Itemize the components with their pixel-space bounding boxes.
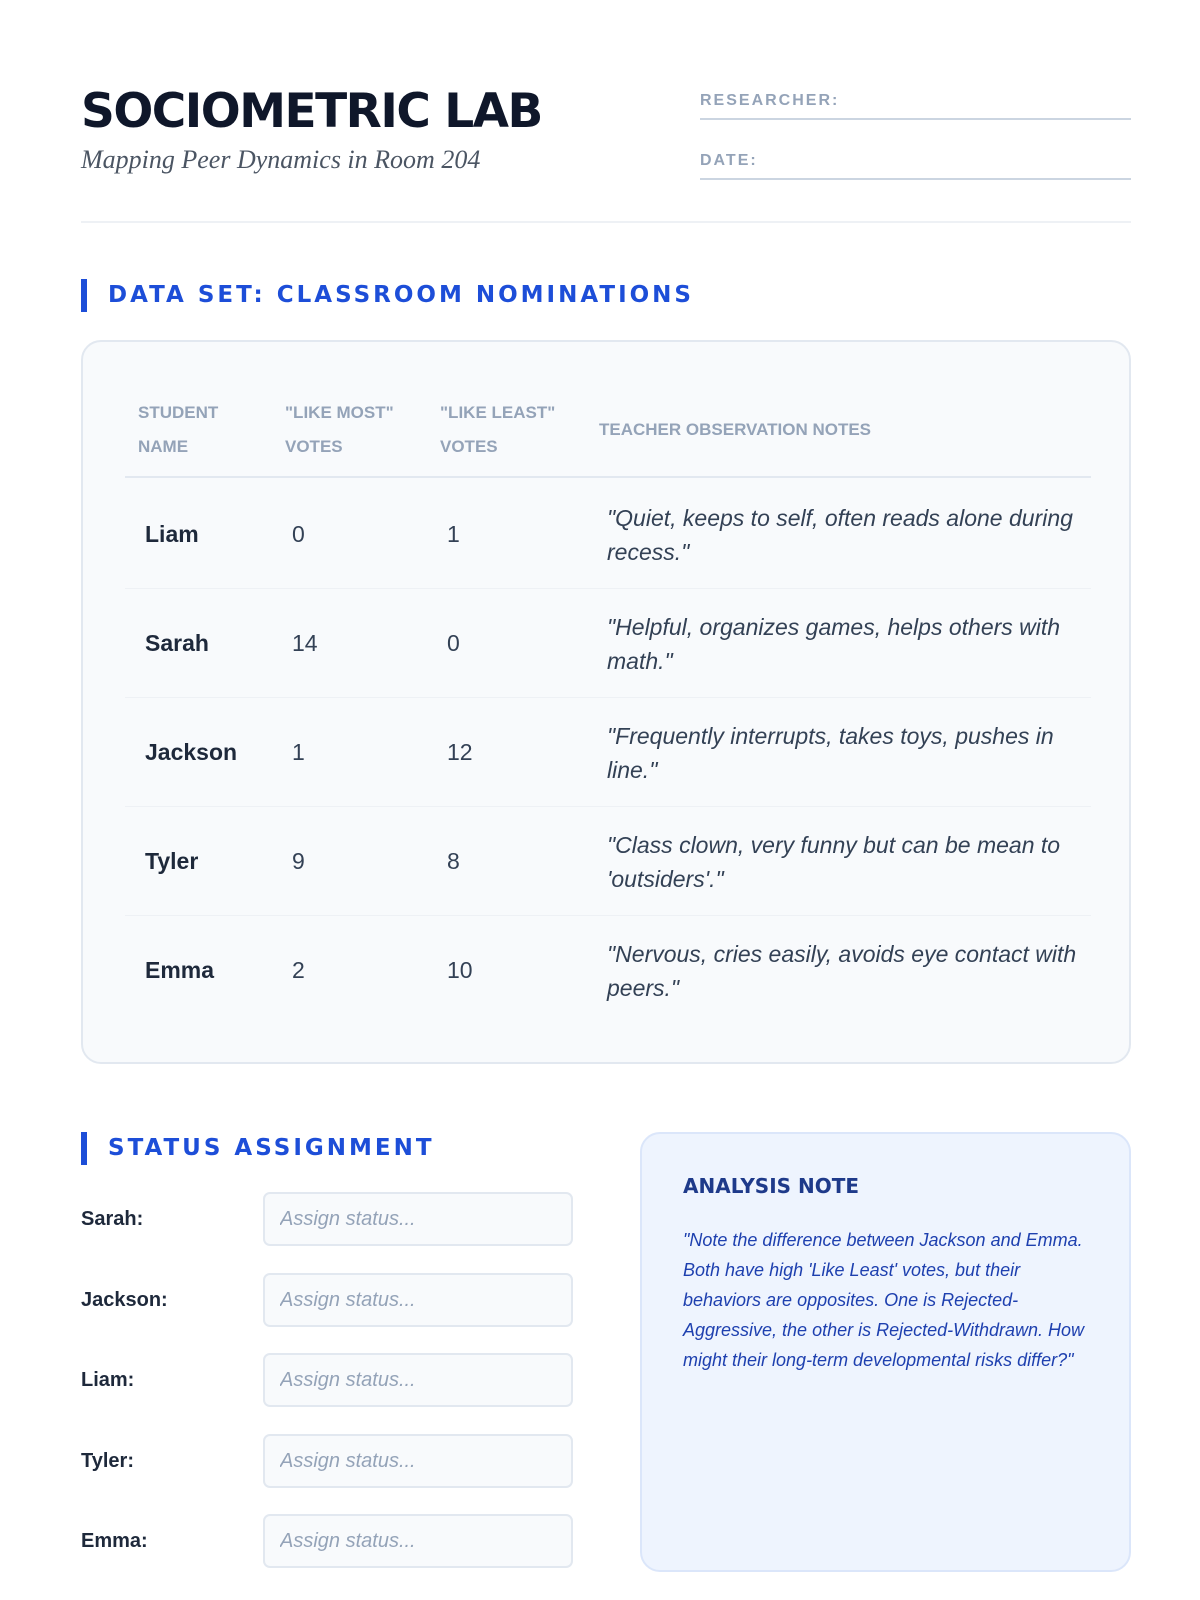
like-least-votes: 8 xyxy=(447,848,460,874)
status-row-liam xyxy=(81,1353,573,1407)
status-label: Jackson: xyxy=(81,1288,168,1311)
observation-note: "Nervous, cries easily, avoids eye contact with peers." xyxy=(607,940,1077,1001)
status-label: Liam: xyxy=(81,1368,135,1391)
student-name: Liam xyxy=(145,521,199,547)
status-row-tyler xyxy=(81,1434,573,1488)
like-least-votes: 10 xyxy=(447,957,473,983)
page-subtitle: Mapping Peer Dynamics in Room 204 xyxy=(81,145,481,174)
researcher-field[interactable] xyxy=(700,82,1131,120)
like-most-votes: 0 xyxy=(292,521,305,547)
table-row xyxy=(125,916,1091,1025)
column-header-notes: TEACHER OBSERVATION NOTES xyxy=(599,420,872,439)
observation-note: "Quiet, keeps to self, often reads alone during recess." xyxy=(607,504,1073,565)
status-label: Sarah: xyxy=(81,1207,144,1230)
status-row-emma xyxy=(81,1514,573,1568)
status-row-jackson xyxy=(81,1273,573,1327)
table-row xyxy=(125,589,1091,698)
researcher-label: RESEARCHER: xyxy=(700,92,840,109)
status-input-jackson[interactable] xyxy=(263,1273,573,1327)
student-name: Tyler xyxy=(145,848,199,874)
column-header-name: STUDENT NAME xyxy=(138,403,219,456)
status-label: Tyler: xyxy=(81,1449,134,1472)
status-row-sarah xyxy=(81,1192,573,1246)
status-input-sarah[interactable] xyxy=(263,1192,573,1246)
student-name: Jackson xyxy=(145,739,238,765)
status-heading: STATUS ASSIGNMENT xyxy=(81,1132,435,1165)
observation-note: "Class clown, very funny but can be mean to 'outsiders'." xyxy=(607,831,1061,892)
dataset-heading: DATA SET: CLASSROOM NOMINATIONS xyxy=(81,279,694,312)
analysis-note-body: "Note the difference between Jackson and Emma. Both have high 'Like Least' votes, but their behaviors are opposites. One is Rejected-Aggressive, the other is Rejected-Withdrawn. How might their long-term developmental risks differ?" xyxy=(683,1230,1085,1370)
date-label: DATE: xyxy=(700,152,758,169)
like-least-votes: 0 xyxy=(447,630,460,656)
student-name: Emma xyxy=(145,957,215,983)
like-most-votes: 14 xyxy=(292,630,318,656)
like-most-votes: 2 xyxy=(292,957,305,983)
column-header-like-least: "LIKE LEAST" VOTES xyxy=(440,403,556,456)
date-field[interactable] xyxy=(700,142,1131,180)
observation-note: "Helpful, organizes games, helps others with math." xyxy=(607,613,1061,674)
table-row xyxy=(125,480,1091,589)
table-row xyxy=(125,807,1091,916)
status-input-tyler[interactable] xyxy=(263,1434,573,1488)
status-input-liam[interactable] xyxy=(263,1353,573,1407)
like-most-votes: 1 xyxy=(292,739,305,765)
like-least-votes: 12 xyxy=(447,739,473,765)
observation-note: "Frequently interrupts, takes toys, pushes in line." xyxy=(607,722,1054,783)
analysis-note-title: ANALYSIS NOTE xyxy=(683,1174,860,1198)
table-header xyxy=(125,396,1091,478)
page-title: SOCIOMETRIC LAB xyxy=(81,84,542,139)
status-label: Emma: xyxy=(81,1529,148,1552)
student-name: Sarah xyxy=(145,630,209,656)
column-header-like-most: "LIKE MOST" VOTES xyxy=(285,403,394,456)
header-divider xyxy=(81,221,1131,223)
nominations-table xyxy=(81,340,1131,1064)
status-input-emma[interactable] xyxy=(263,1514,573,1568)
like-most-votes: 9 xyxy=(292,848,305,874)
table-row xyxy=(125,698,1091,807)
analysis-note-panel xyxy=(640,1132,1131,1572)
like-least-votes: 1 xyxy=(447,521,460,547)
